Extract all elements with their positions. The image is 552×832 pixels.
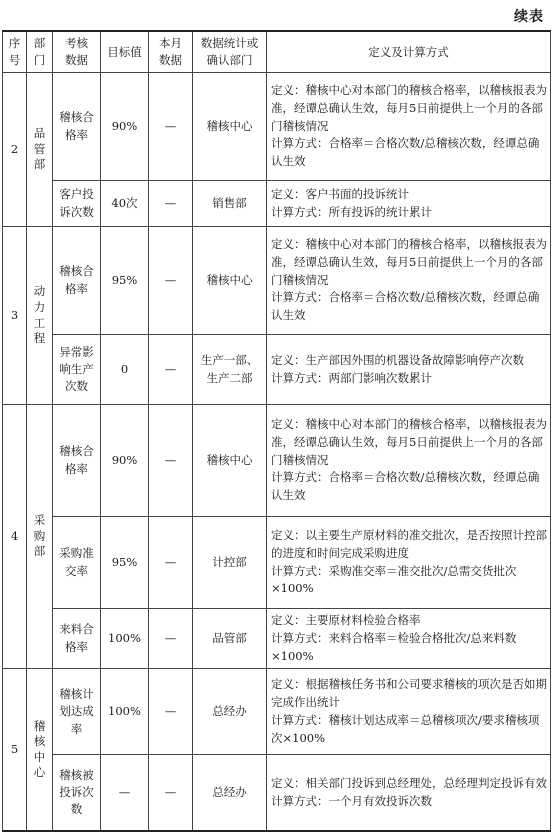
cell-definition <box>267 755 551 831</box>
table-row <box>3 227 551 335</box>
formula-text: 计算方式：合格率＝合格次数/总稽核次数，经谭总确认生效 <box>271 290 540 323</box>
cell-dept: 品管部 <box>27 73 53 227</box>
table-row <box>3 669 551 755</box>
cell-month: — <box>149 405 193 517</box>
cell-source: 总经办 <box>193 755 267 831</box>
cell-seq: 2 <box>3 73 27 227</box>
cell-source: 计控部 <box>193 517 267 609</box>
cell-target: 95% <box>101 517 149 609</box>
cell-target: 40次 <box>101 181 149 227</box>
formula-text: 计算方式：所有投诉的统计累计 <box>271 204 432 219</box>
cell-target: 100% <box>101 669 149 755</box>
cell-month: — <box>149 517 193 609</box>
cell-month: — <box>149 609 193 669</box>
cell-month: — <box>149 73 193 181</box>
table-row <box>3 755 551 831</box>
definition-text: 定义：根据稽核任务书和公司要求稽核的项次是否如期完成作出统计 <box>271 677 547 710</box>
cell-target: 0 <box>101 335 149 405</box>
cell-target: 90% <box>101 405 149 517</box>
formula-text: 计算方式：合格率＝合格次数/总稽核次数，经谭总确认生效 <box>271 470 540 503</box>
cell-dept: 采购部 <box>27 405 53 669</box>
cell-target: 95% <box>101 227 149 335</box>
cell-month: — <box>149 669 193 755</box>
header-item: 考核 数据 <box>53 31 101 73</box>
cell-definition <box>267 335 551 405</box>
cell-item: 稽核计划达成率 <box>53 669 101 755</box>
cell-definition <box>267 73 551 181</box>
cell-source: 稽核中心 <box>193 227 267 335</box>
cell-item: 稽核合格率 <box>53 73 101 181</box>
continued-label: 续表 <box>514 9 544 25</box>
cell-definition <box>267 609 551 669</box>
cell-item: 采购准交率 <box>53 517 101 609</box>
formula-text: 计算方式：两部门影响次数累计 <box>271 370 432 385</box>
cell-item: 稽核被投诉次数 <box>53 755 101 831</box>
cell-source: 品管部 <box>193 609 267 669</box>
table-row <box>3 609 551 669</box>
cell-item: 异常影响生产次数 <box>53 335 101 405</box>
cell-seq: 5 <box>3 669 27 831</box>
definition-text: 定义：以主要生产原材料的准交批次，是否按照计控部的进度和时间完成采购进度 <box>271 527 547 560</box>
cell-definition <box>267 227 551 335</box>
cell-item: 客户投诉次数 <box>53 181 101 227</box>
cell-seq: 3 <box>3 227 27 405</box>
cell-source: 销售部 <box>193 181 267 227</box>
header-month: 本月 数据 <box>149 31 193 73</box>
definition-text: 定义：稽核中心对本部门的稽核合格率，以稽核报表为准，经谭总确认生效，每月5日前提供上一个月的各部门稽核情况 <box>271 82 547 133</box>
cell-target: — <box>101 755 149 831</box>
formula-text: 计算方式：稽核计划达成率＝总稽核项次/要求稽核项次×100% <box>271 712 540 745</box>
kpi-table <box>2 30 551 832</box>
definition-text: 定义：生产部因外围的机器设备故障影响停产次数 <box>271 352 524 367</box>
cell-dept: 动力工程 <box>27 227 53 405</box>
definition-text: 定义：稽核中心对本部门的稽核合格率，以稽核报表为准，经谭总确认生效，每月5日前提供上一个月的各部门稽核情况 <box>271 416 547 467</box>
definition-text: 定义：主要原材料检验合格率 <box>271 613 421 627</box>
cell-seq: 4 <box>3 405 27 669</box>
cell-definition <box>267 669 551 755</box>
cell-month: — <box>149 755 193 831</box>
header-target: 目标值 <box>101 31 149 73</box>
cell-target: 100% <box>101 609 149 669</box>
header-dept: 部 门 <box>27 31 53 73</box>
formula-text: 计算方式：来料合格率＝检验合格批次/总来料数×100% <box>271 630 517 663</box>
header-seq: 序 号 <box>3 31 27 73</box>
table-row <box>3 405 551 517</box>
definition-text: 定义：稽核中心对本部门的稽核合格率，以稽核报表为准，经谭总确认生效，每月5日前提供上一个月的各部门稽核情况 <box>271 236 547 287</box>
cell-target: 90% <box>101 73 149 181</box>
cell-item: 稽核合格率 <box>53 405 101 517</box>
formula-text: 计算方式：合格率＝合格次数/总稽核次数，经谭总确认生效 <box>271 136 540 169</box>
cell-item: 稽核合格率 <box>53 227 101 335</box>
table-row <box>3 335 551 405</box>
definition-text: 定义：客户书面的投诉统计 <box>271 186 409 201</box>
cell-month: — <box>149 335 193 405</box>
formula-text: 计算方式：采购准交率＝准交批次/总需交货批次×100% <box>271 563 517 596</box>
cell-source: 稽核中心 <box>193 405 267 517</box>
table-header-row <box>3 31 551 73</box>
cell-source: 生产一部、生产二部 <box>193 335 267 405</box>
cell-source: 总经办 <box>193 669 267 755</box>
formula-text: 计算方式：一个月有效投诉次数 <box>271 793 432 808</box>
cell-item: 来料合格率 <box>53 609 101 669</box>
definition-text: 定义：相关部门投诉到总经理处，总经理判定投诉有效 <box>271 775 547 790</box>
header-source: 数据统计或 确认部门 <box>193 31 267 73</box>
header-definition: 定义及计算方式 <box>267 31 551 73</box>
table-row <box>3 73 551 181</box>
cell-definition <box>267 181 551 227</box>
cell-source: 稽核中心 <box>193 73 267 181</box>
table-row <box>3 181 551 227</box>
cell-definition <box>267 405 551 517</box>
cell-dept: 稽核中心 <box>27 669 53 831</box>
cell-month: — <box>149 181 193 227</box>
cell-month: — <box>149 227 193 335</box>
table-row <box>3 517 551 609</box>
cell-definition <box>267 517 551 609</box>
